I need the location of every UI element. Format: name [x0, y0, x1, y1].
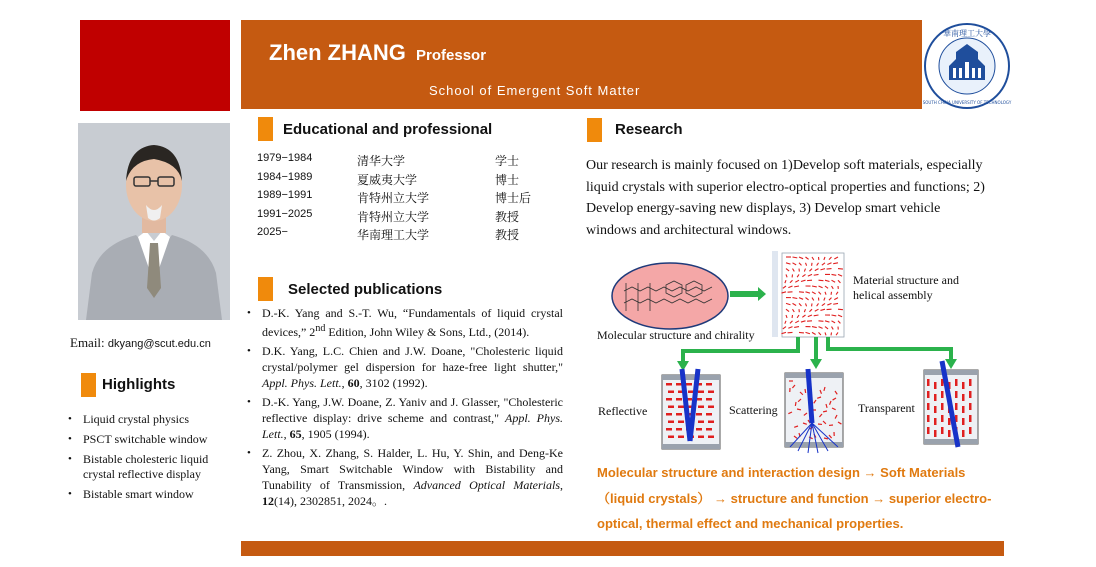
- edu-degree: 教授: [495, 228, 520, 242]
- list-item: • Bistable cholesteric liquid crystal reflective display: [68, 452, 238, 482]
- lc-molecule: [668, 421, 674, 424]
- lc-molecule: [823, 411, 827, 412]
- table-row: [257, 152, 531, 171]
- pub-volume: 60: [347, 376, 360, 390]
- lc-molecule: [941, 391, 944, 398]
- lc-molecule: [969, 403, 972, 410]
- list-item: • PSCT switchable window: [68, 432, 238, 447]
- label-reflective: Reflective: [598, 404, 648, 418]
- logo-english-text: SOUTH CHINA UNIVERSITY OF TECHNOLOGY: [922, 100, 1012, 105]
- research-title: Research: [615, 121, 683, 138]
- header-banner: [241, 20, 922, 109]
- lc-molecule: [708, 421, 714, 424]
- lc-molecule: [934, 394, 937, 401]
- list-item: • Bistable smart window: [68, 487, 238, 502]
- lc-molecule: [805, 389, 806, 393]
- branch-arrow-transparent: [828, 337, 951, 361]
- helix-axis: [772, 251, 778, 337]
- list-item: [246, 305, 563, 340]
- education-marker: [258, 117, 273, 141]
- lc-molecule: [708, 436, 714, 439]
- lc-molecule: [698, 421, 704, 424]
- highlights-title: Highlights: [102, 376, 176, 393]
- lc-molecule: [696, 428, 702, 431]
- table-row: [257, 226, 531, 245]
- lc-molecule: [927, 403, 930, 410]
- edu-years: 1984−1989: [257, 170, 313, 183]
- education-title: Educational and professional: [283, 121, 493, 138]
- label-material: Material structure and helical assembly: [853, 273, 959, 302]
- edu-degree: 博士: [495, 172, 520, 187]
- lc-molecule: [698, 406, 704, 409]
- pub-volume: 12: [262, 494, 274, 508]
- pub-pages: , 1905 (1994).: [301, 427, 370, 441]
- edu-place: 肯特州立大学: [357, 191, 430, 205]
- lc-molecule: [668, 391, 674, 394]
- email-label: Email:: [70, 335, 105, 350]
- lc-molecule: [797, 409, 801, 410]
- lc-molecule: [941, 427, 944, 434]
- lc-molecule: [668, 406, 674, 409]
- pub-text: D.-K. Yang and S.-T. Wu, “Fundamentals of liquid crystal devices,” 2: [262, 306, 563, 339]
- molecule-ellipse: [612, 263, 728, 329]
- lc-molecule: [962, 406, 965, 413]
- pub-text: D.-K. Yang, J.W. Doane, Z. Yaniv and J. Glasser, "Cholesteric reflective display: drive scheme and contrast,": [262, 395, 563, 425]
- list-item: • D.-K. Yang, J.W. Doane, Z. Yaniv and J. Glasser, "Cholesteric reflective display: drive scheme and contrast," Appl. Phys. Lett., 65, 1905 (1994).: [246, 394, 563, 442]
- lc-molecule: [927, 427, 930, 434]
- lc-molecule: [962, 394, 965, 401]
- lc-molecule: [934, 418, 937, 425]
- lc-molecule: [708, 391, 714, 394]
- lc-molecule: [927, 415, 930, 422]
- lc-molecule: [934, 382, 937, 389]
- pub-text: Z. Zhou, X. Zhang, S. Halder, L. Hu, Y. Shin, and Deng-Ke Yang, Smart Switchable Window with Bistability and Tunability of Transmission,: [262, 446, 563, 492]
- edu-place: 肯特州立大学: [357, 209, 430, 224]
- profile-photo: [78, 123, 230, 320]
- lc-molecule: [941, 403, 944, 410]
- lc-molecule: [948, 430, 951, 437]
- label-scattering: Scattering: [729, 403, 778, 417]
- helix-structure: [782, 253, 844, 337]
- lc-molecule: [678, 436, 684, 439]
- lc-molecule: [955, 403, 958, 410]
- edu-place: 夏威夷大学: [357, 172, 418, 187]
- lc-molecule: [706, 413, 712, 416]
- lc-molecule: [948, 418, 951, 425]
- lc-molecule: [934, 406, 937, 413]
- lc-molecule: [927, 391, 930, 398]
- person-name: [269, 40, 486, 66]
- list-item: • D.K. Yang, L.C. Chien and J.W. Doane, "Cholesteric liquid crystal/polymer gel dispersion for haze-free light shutter," Appl. Phys. Lett., 60, 3102 (1992).: [246, 343, 563, 391]
- pub-pages: , 3102 (1992).: [359, 376, 428, 390]
- lc-molecule: [795, 402, 796, 406]
- lc-molecule: [698, 436, 704, 439]
- lc-molecule: [666, 383, 672, 386]
- edu-place: 清华大学: [357, 154, 406, 168]
- edu-place: 华南理工大学: [357, 228, 430, 242]
- pub-text: D.K. Yang, L.C. Chien and J.W. Doane, "Cholesteric liquid crystal/polymer gel dispersion for haze-free light shutter,": [262, 344, 563, 374]
- edu-years: 1979−1984: [257, 152, 313, 164]
- title-text: Professor: [416, 47, 487, 64]
- publications-list: [246, 305, 563, 512]
- lc-molecule: [676, 398, 682, 401]
- highlights-marker: [81, 373, 96, 397]
- name-text: Zhen ZHANG: [269, 40, 406, 65]
- table-row: [257, 189, 531, 208]
- lc-molecule: [706, 398, 712, 401]
- edu-years: 2025−: [257, 226, 288, 238]
- lc-molecule: [969, 415, 972, 422]
- lc-molecule: [969, 379, 972, 386]
- lc-molecule: [706, 428, 712, 431]
- university-logo: [922, 22, 1012, 110]
- red-decor-block: [80, 20, 230, 111]
- lc-molecule: [678, 406, 684, 409]
- publications-marker: [258, 277, 273, 301]
- lc-molecule: [668, 436, 674, 439]
- research-marker: [587, 118, 602, 142]
- email-line: [70, 335, 211, 351]
- education-table: [257, 152, 531, 245]
- lc-molecule: [676, 413, 682, 416]
- lc-molecule: [962, 418, 965, 425]
- lc-molecule: [678, 421, 684, 424]
- arrow-down-icon: [945, 359, 957, 369]
- school-name: School of Emergent Soft Matter: [429, 83, 641, 98]
- lc-molecule: [698, 391, 704, 394]
- research-diagram: [586, 245, 1016, 455]
- list-item: • Z. Zhou, X. Zhang, S. Halder, L. Hu, Y. Shin, and Deng-Ke Yang, Smart Switchable Window with Bistability and Tunability of Transmission, Advanced Optical Materials, 12(14), 2302851, 2024。.: [246, 445, 563, 509]
- lc-molecule: [676, 428, 682, 431]
- highlights-list: [68, 412, 238, 507]
- lc-molecule: [686, 383, 692, 386]
- lc-molecule: [696, 413, 702, 416]
- footer-bar: [241, 541, 1004, 556]
- lc-molecule: [962, 430, 965, 437]
- lc-molecule: [666, 413, 672, 416]
- pub-journal: Appl. Phys. Lett.: [262, 411, 563, 441]
- pub-sup: nd: [315, 323, 326, 334]
- arrow-right-icon: [730, 287, 766, 301]
- edu-years: 1991−2025: [257, 207, 313, 220]
- lc-molecule: [666, 428, 672, 431]
- edu-degree: 博士后: [495, 191, 532, 205]
- lc-molecule: [969, 391, 972, 398]
- label-molecular: Molecular structure and chirality: [597, 328, 755, 342]
- lc-molecule: [706, 383, 712, 386]
- pub-journal: Appl. Phys. Lett.: [262, 376, 342, 390]
- research-conclusion: Molecular structure and interaction design → Soft Materials （liquid crystals） → structure and function → superior electro-optical, thermal effect and mechanical properties.: [597, 465, 992, 531]
- list-item: • Liquid crystal physics: [68, 412, 238, 427]
- lc-molecule: [708, 406, 714, 409]
- publications-title: Selected publications: [288, 281, 443, 298]
- edu-degree: 教授: [495, 209, 520, 224]
- lc-molecule: [824, 438, 828, 439]
- lc-molecule: [955, 391, 958, 398]
- arrow-down-icon: [810, 359, 822, 369]
- logo-chinese-text: 華南理工大學: [943, 29, 991, 38]
- lc-molecule: [927, 379, 930, 386]
- edu-degree: 学士: [495, 154, 520, 168]
- lc-molecule: [955, 379, 958, 386]
- pub-pages: (14), 2302851, 2024。.: [274, 494, 387, 508]
- pub-volume: 65: [289, 427, 302, 441]
- lc-molecule: [666, 398, 672, 401]
- table-row: [257, 208, 531, 227]
- lc-molecule: [969, 427, 972, 434]
- research-description: Our research is mainly focused on 1)Develop soft materials, especially liquid crystals with superior electro-optical properties and functions; 2) Develop energy-saving new displays, 3) Develop smart vehicle windows and architectural windows.: [586, 158, 985, 238]
- lc-molecule: [962, 382, 965, 389]
- lc-molecule: [941, 415, 944, 422]
- label-transparent: Transparent: [858, 401, 915, 415]
- pub-text-rest: Edition, John Wiley & Sons, Ltd., (2014).: [325, 325, 530, 339]
- pub-journal: Advanced Optical Materials: [413, 478, 561, 492]
- edu-years: 1989−1991: [257, 189, 313, 201]
- lc-molecule: [934, 430, 937, 437]
- email-address[interactable]: dkyang@scut.edu.cn: [107, 338, 211, 350]
- table-row: [257, 171, 531, 190]
